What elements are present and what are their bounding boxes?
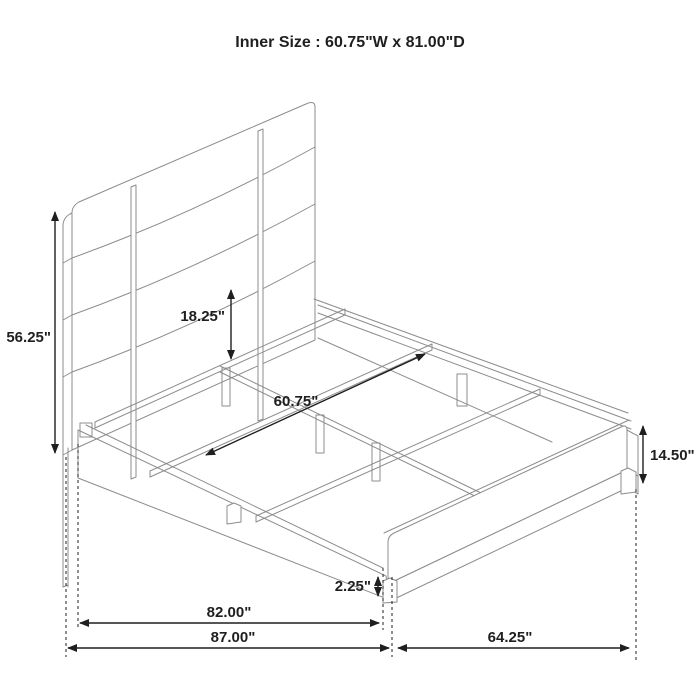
dimension-headboard-above-deck <box>180 290 231 359</box>
dimension-label-headboard-above-deck: 18.25" <box>180 308 225 325</box>
dimension-frame-length <box>80 604 379 623</box>
left-rail-ledge <box>86 425 383 568</box>
headboard <box>63 103 315 587</box>
headboard-channel-line <box>72 204 315 315</box>
dimension-label-headboard-height: 56.25" <box>6 329 51 346</box>
rail-leg <box>227 503 241 524</box>
dimension-label-overall-length: 87.00" <box>210 629 256 646</box>
dimension-label-inner-width: 60.75" <box>273 393 319 410</box>
dimension-label-footboard-width: 64.25" <box>487 629 533 646</box>
dimension-label-foot-clearance: 2.25" <box>334 578 371 595</box>
diagram-title: Inner Size : 60.75"W x 81.00"D <box>235 34 465 51</box>
bed-frame <box>78 299 631 600</box>
headboard-side-face <box>63 213 72 455</box>
footboard <box>383 420 638 603</box>
headboard-leg-strip <box>131 185 136 479</box>
dimension-label-footboard-height: 14.50" <box>650 447 695 464</box>
headboard-channel-line <box>72 147 315 258</box>
slat <box>150 344 432 477</box>
dimension-footboard-height <box>643 426 695 483</box>
footboard-leg <box>621 468 636 494</box>
footboard-leg <box>383 578 397 603</box>
right-side-rail <box>314 299 631 442</box>
headboard-leg-strip <box>258 129 263 421</box>
dimension-overall-length <box>68 629 389 648</box>
headboard-channel-side-ticks <box>63 258 72 377</box>
dimension-label-frame-length: 82.00" <box>206 604 252 621</box>
dimension-footboard-width <box>398 629 629 648</box>
dimension-headboard-height <box>6 212 55 453</box>
rail-bracket <box>457 374 467 406</box>
